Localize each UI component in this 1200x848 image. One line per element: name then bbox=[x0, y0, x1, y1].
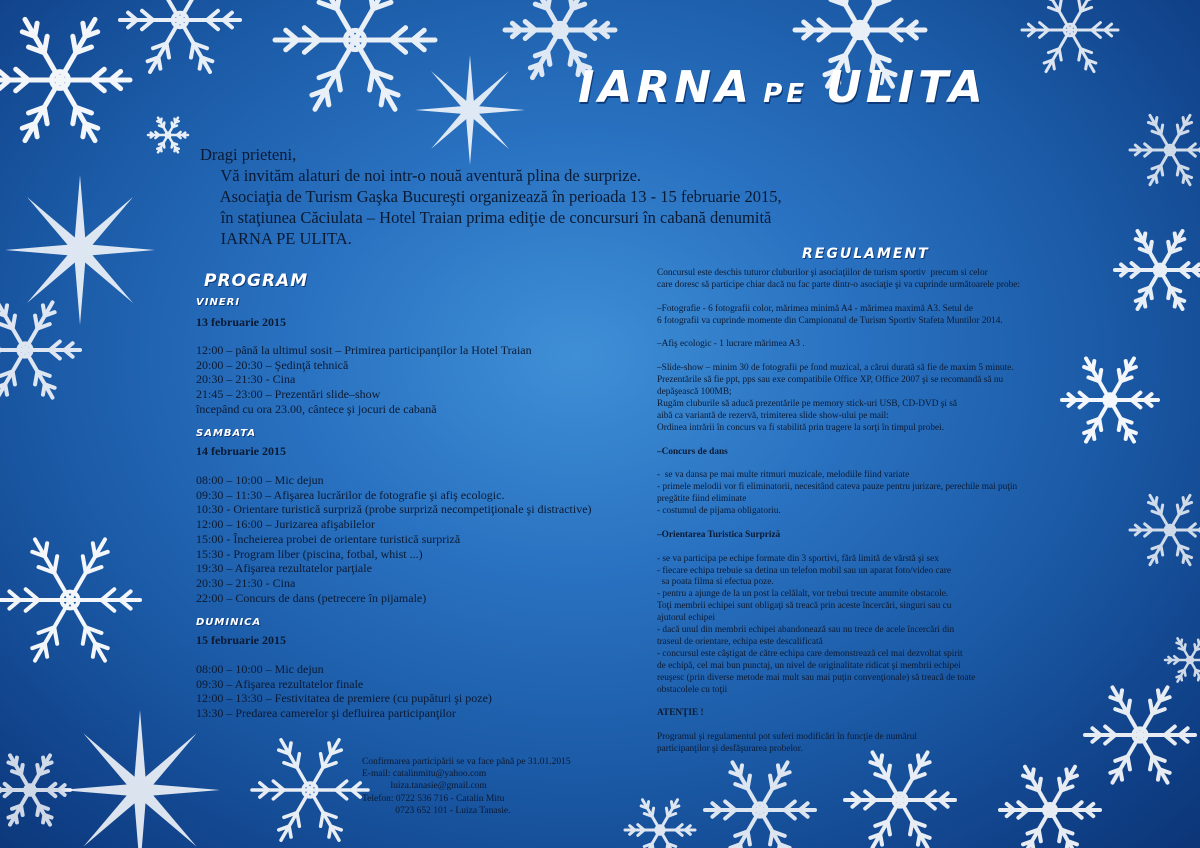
regulament-line: - concursul este câştigat de către echipa care demonstrează cel mai dezvoltat spirit bbox=[657, 648, 963, 659]
regulament-spacer bbox=[657, 328, 1020, 340]
star-snowflake-icon bbox=[60, 710, 220, 848]
intro-line: în staţiunea Căciulata – Hotel Traian prima ediţie de concursuri în cabană denumită bbox=[200, 208, 772, 227]
schedule-item: 13:30 – Predarea camerelor şi defluirea participanţilor bbox=[196, 706, 456, 721]
snowflake-icon bbox=[148, 118, 188, 153]
regulament-line: –Concurs de dans bbox=[657, 446, 728, 457]
regulament-text bbox=[657, 268, 1020, 756]
regulament-line: participanţilor şi desfăşurarea probelor. bbox=[657, 744, 803, 755]
snowflake-icon bbox=[275, 0, 435, 109]
regulament-line: - se va participa pe echipe formate din 3 sportivi, fără limită de vârstă şi sex bbox=[657, 553, 939, 564]
intro-text bbox=[200, 144, 782, 249]
schedule-item: 12:00 – 16:00 – Jurizarea afişabilelor bbox=[196, 517, 375, 532]
regulament-line: –Slide-show – minim 30 de fotografii pe fond muzical, a cărui durată să fie de maxim 5 minute. bbox=[657, 363, 1014, 374]
snowflake-icon bbox=[252, 740, 368, 840]
day-title-sambata: SAMBATA bbox=[196, 428, 257, 439]
title-word-pe: PE bbox=[763, 79, 809, 109]
regulament-heading: REGULAMENT bbox=[802, 246, 930, 262]
snowflake-icon bbox=[0, 755, 70, 824]
contact-line: Confirmarea participării se va face până pe 31.01.2015 bbox=[362, 757, 571, 767]
snowflake-icon bbox=[1062, 358, 1158, 441]
schedule-item: 20:00 – 20:30 – Şedinţă tehnică bbox=[196, 357, 349, 372]
contact-line: luiza.tanasie@gmail.com bbox=[362, 781, 487, 792]
schedule-duminica bbox=[196, 662, 492, 721]
schedule-item: 21:45 – 23:00 – Prezentări slide–show bbox=[196, 387, 381, 402]
regulament-line: aibă ca variantă de rezervă, trimiterea slide show-ului pe mail: bbox=[657, 410, 889, 421]
date-vineri: 13 februarie 2015 bbox=[196, 315, 286, 329]
regulament-line: - se va dansa pe mai multe ritmuri muzicale, melodiile fiind variate bbox=[657, 470, 910, 481]
regulament-line: pregătite fiind eliminate bbox=[657, 494, 747, 505]
regulament-line: obstacolele cu toţii bbox=[657, 684, 728, 695]
regulament-line: - primele melodii vor fi eliminatorii, necesitând cateva pauze pentru jurizare, perechile mai puţin bbox=[657, 482, 1018, 493]
program-heading: PROGRAM bbox=[204, 271, 309, 291]
snowflake-icon bbox=[1165, 638, 1200, 681]
snowflake-icon bbox=[1085, 687, 1195, 782]
regulament-line: Rugăm cluburile să aducă prezentările pe memory stick-uri USB, CD-DVD şi să bbox=[657, 398, 958, 409]
regulament-line: –Fotografie - 6 fotografii color, mărimea minimă A4 - mărimea maximă A3. Setul de bbox=[657, 303, 973, 314]
snowflake-icon bbox=[0, 539, 140, 660]
regulament-spacer bbox=[657, 458, 1020, 470]
snowflake-icon bbox=[120, 0, 240, 72]
snowflake-icon bbox=[0, 19, 130, 140]
regulament-spacer bbox=[657, 697, 1020, 709]
regulament-line: ajutorul echipei bbox=[657, 613, 716, 624]
schedule-vineri bbox=[196, 343, 532, 417]
snowflake-icon bbox=[1022, 0, 1118, 72]
regulament-line: Toţi membrii echipei sunt obligaţi să treacă prin aceste încercări, singuri sau cu bbox=[657, 601, 952, 612]
regulament-line: care doresc să participe chiar dacă nu fac parte dintr-o asociaţie şi va cuprinde următoarele probe: bbox=[657, 279, 1020, 290]
schedule-item: 08:00 – 10:00 – Mic dejun bbox=[196, 662, 324, 676]
star-snowflake-icon bbox=[5, 175, 155, 325]
regulament-line: Prezentările să fie ppt, pps sau exe compatibile Office XP, Office 2007 şi se recomandă să nu bbox=[657, 375, 1004, 386]
snowflake-icon bbox=[1130, 495, 1200, 564]
schedule-item: 12:00 – 13:30 – Festivitatea de premiere (cu pupături şi poze) bbox=[196, 691, 492, 706]
regulament-line: ATENŢIE ! bbox=[657, 708, 704, 719]
snowflake-icon bbox=[705, 762, 815, 848]
schedule-item: 22:00 – Concurs de dans (petrecere în pijamale) bbox=[196, 590, 427, 605]
regulament-line: - pentru a ajunge de la un post la celălalt, vor trebui trecute anumite obstacole. bbox=[657, 589, 949, 600]
intro-line: IARNA PE ULITA. bbox=[200, 229, 352, 248]
schedule-item: 20:30 – 21:30 - Cina bbox=[196, 372, 296, 387]
regulament-line: –Afiş ecologic - 1 lucrare mărimea A3 . bbox=[657, 339, 805, 350]
regulament-line: depăşească 100MB; bbox=[657, 387, 732, 398]
schedule-item: 15:30 - Program liber (piscina, fotbal, whist ...) bbox=[196, 546, 423, 561]
contact-line: Telefon: 0722 536 716 - Catalin Mitu bbox=[362, 793, 505, 804]
snowflake-icon bbox=[1115, 231, 1200, 309]
contact-info bbox=[362, 756, 571, 817]
regulament-line: sa poata filma si efectua poze. bbox=[657, 577, 774, 588]
schedule-item: 09:30 – 11:30 – Afişarea lucrărilor de fotografie şi afiş ecologic. bbox=[196, 487, 505, 502]
contact-line: E-mail: catalinmitu@yahoo.com bbox=[362, 769, 487, 780]
regulament-line: reuşesc (prin diverse metode mai mult sau mai puţin convenţionale) să treacă de toate bbox=[657, 672, 976, 683]
schedule-item: 10:30 - Orientare turistică surpriză (probe surpriză necompetiţionale şi distractive) bbox=[196, 502, 592, 517]
snowflake-icon bbox=[1130, 115, 1200, 184]
schedule-item: 19:30 – Afişarea rezultatelor parţiale bbox=[196, 561, 372, 576]
snowflake-icon bbox=[845, 752, 955, 847]
poster-title bbox=[578, 62, 987, 113]
schedule-item: 09:30 – Afişarea rezultatelor finale bbox=[196, 676, 364, 691]
regulament-line: traseul de orientare, echipa este descalificată bbox=[657, 636, 823, 647]
regulament-line: - dacă unul din membrii echipei abandonează sau nu trece de acele încercări din bbox=[657, 625, 955, 636]
intro-line: Asociaţia de Turism Gaşka Bucureşti organizează în perioada 13 - 15 februarie 2015, bbox=[200, 187, 782, 206]
regulament-line: –Orientarea Turistica Surpriză bbox=[657, 529, 781, 540]
schedule-item: începând cu ora 23.00, cântece şi jocuri de cabană bbox=[196, 401, 437, 416]
schedule-sambata bbox=[196, 473, 592, 605]
regulament-line: Ordinea intrării în concurs va fi stabilită prin tragere la sorţi în timpul probei. bbox=[657, 422, 945, 433]
snowflake-icon bbox=[0, 302, 80, 397]
regulament-line: Concursul este deschis tuturor cluburilor şi asociaţiilor de turism sportiv precum si celor bbox=[657, 268, 988, 278]
date-sambata: 14 februarie 2015 bbox=[196, 444, 286, 458]
day-title-duminica: DUMINICA bbox=[196, 617, 262, 628]
intro-line: Vă invităm alaturi de noi intr-o nouă aventură plina de surprize. bbox=[200, 166, 642, 185]
day-title-vineri: VINERI bbox=[196, 297, 241, 308]
regulament-line: de echipă, cel mai bun punctaj, un nivel de originalitate ridicat şi membrii echipei bbox=[657, 660, 961, 671]
schedule-item: 20:30 – 21:30 - Cina bbox=[196, 575, 296, 590]
regulament-line: - costumul de pijama obligatoriu. bbox=[657, 506, 781, 517]
regulament-spacer bbox=[657, 351, 1020, 363]
snowflake-icon bbox=[1000, 767, 1100, 848]
title-word-ulita: ULITA bbox=[826, 62, 987, 113]
regulament-spacer bbox=[657, 292, 1020, 304]
snowflake-icon bbox=[625, 800, 695, 848]
regulament-line: Programul şi regulamentul pot suferi modificări în funcţie de numărul bbox=[657, 732, 917, 743]
regulament-line: 6 fotografii va cuprinde momente din Campionatul de Turism Sportiv Stafeta Muntilor 2014. bbox=[657, 315, 1003, 326]
date-duminica: 15 februarie 2015 bbox=[196, 633, 286, 647]
regulament-line: - fiecare echipa trebuie sa detina un telefon mobil sau un aparat foto/video care bbox=[657, 565, 952, 576]
schedule-item: 08:00 – 10:00 – Mic dejun bbox=[196, 473, 324, 487]
intro-line: Dragi prieteni, bbox=[200, 145, 297, 164]
regulament-spacer bbox=[657, 720, 1020, 732]
schedule-item: 15:00 - Încheierea probei de orientare turistică surpriză bbox=[196, 531, 461, 546]
regulament-spacer bbox=[657, 542, 1020, 554]
regulament-spacer bbox=[657, 518, 1020, 530]
regulament-spacer bbox=[657, 435, 1020, 447]
schedule-item: 12:00 – până la ultimul sosit – Primirea participanţilor la Hotel Traian bbox=[196, 343, 532, 357]
title-word-iarna: IARNA bbox=[578, 62, 754, 113]
contact-line: 0723 652 101 - Luiza Tanasie. bbox=[362, 805, 511, 816]
